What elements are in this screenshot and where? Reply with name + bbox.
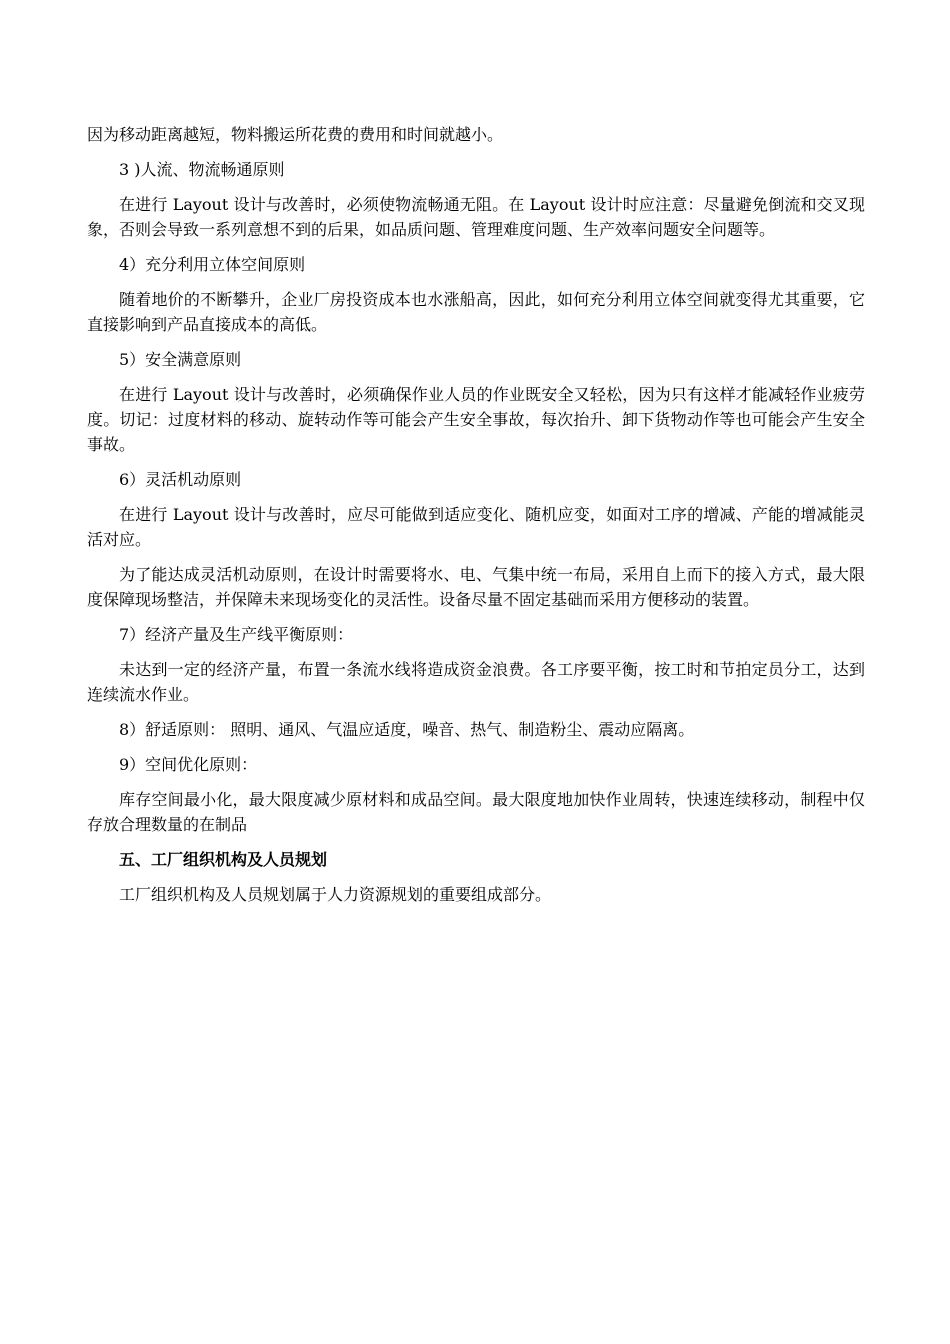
section-heading-3: 3 )人流、物流畅通原则 [119,160,285,179]
section-heading-8: 8）舒适原则： 照明、通风、气温应适度，噪音、热气、制造粉尘、震动应隔离。 [119,720,695,739]
paragraph-1: 因为移动距离越短，物料搬运所花费的费用和时间就越小。 [87,125,504,144]
paragraph-15: 库存空间最小化，最大限度减少原材料和成品空间。最大限度地加快作业周转，快速连续移动，制程中仅存放合理数量的在制品 [87,790,865,834]
section-heading-5: 5）安全满意原则 [119,350,242,369]
paragraph-10: 为了能达成灵活机动原则，在设计时需要将水、电、气集中统一布局，采用自上而下的接入方式，最大限度保障现场整洁，并保障未来现场变化的灵活性。设备尽量不固定基础而采用方便移动的装置。 [87,565,865,609]
section-heading-9: 9）空间优化原则： [119,755,258,774]
section-heading-7: 7）经济产量及生产线平衡原则： [119,625,354,644]
paragraph-9: 在进行 Layout 设计与改善时，应尽可能做到适应变化、随机应变，如面对工序的增减、产能的增减能灵活对应。 [87,505,865,549]
section-heading-6: 6）灵活机动原则 [119,470,242,489]
paragraph-12: 未达到一定的经济产量，布置一条流水线将造成资金浪费。各工序要平衡，按工时和节拍定员分工，达到连续流水作业。 [87,660,865,704]
paragraph-3: 在进行 Layout 设计与改善时，必须使物流畅通无阻。在 Layout 设计时应注意：尽量避免倒流和交叉现象，否则会导致一系列意想不到的后果，如品质问题、管理难度问题、生产效率问题安全问题等。 [87,195,865,239]
chapter-heading: 五、工厂组织机构及人员规划 [119,850,328,869]
document-page [87,122,865,917]
paragraph-7: 在进行 Layout 设计与改善时，必须确保作业人员的作业既安全又轻松，因为只有这样才能减轻作业疲劳度。切记：过度材料的移动、旋转动作等可能会产生安全事故，每次抬升、卸下货物动作等也可能会产生安全事故。 [87,385,865,454]
paragraph-17: 工厂组织机构及人员规划属于人力资源规划的重要组成部分。 [119,885,552,904]
paragraph-5: 随着地价的不断攀升，企业厂房投资成本也水涨船高，因此，如何充分利用立体空间就变得尤其重要，它直接影响到产品直接成本的高低。 [87,290,865,334]
section-heading-4: 4）充分利用立体空间原则 [119,255,306,274]
